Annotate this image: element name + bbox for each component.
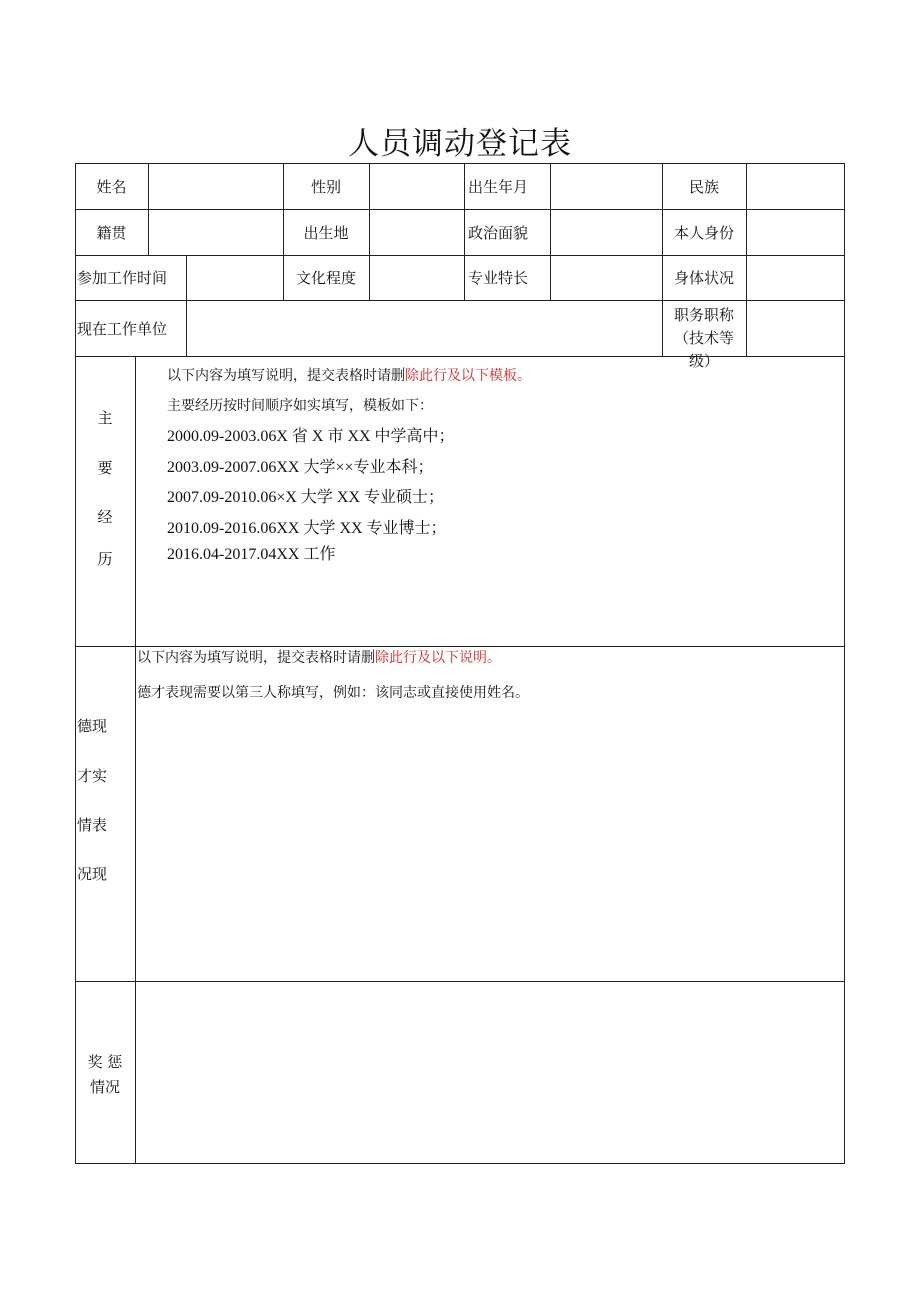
experience-intro: 主要经历按时间顺序如实填写，模板如下：	[167, 398, 433, 414]
col-divider	[464, 163, 465, 300]
experience-entry: 2016.04-2017.04XX 工作	[167, 546, 336, 563]
experience-label-char: 历	[97, 550, 113, 568]
experience-entry: 2003.09-2007.06XX 大学××专业本科；	[167, 459, 434, 476]
experience-note	[167, 367, 531, 385]
row-divider	[75, 981, 845, 982]
row-divider	[75, 255, 845, 256]
performance-label-line: 况现	[77, 865, 108, 883]
label-health: 身体状况	[673, 269, 734, 287]
performance-label-line: 情表	[77, 816, 108, 834]
label-education: 文化程度	[295, 269, 356, 287]
experience-label-char: 主	[97, 409, 113, 427]
col-divider	[186, 255, 187, 356]
row-divider	[75, 209, 845, 210]
row-divider	[75, 646, 845, 647]
table-border-left	[75, 163, 76, 1164]
experience-label-char: 要	[97, 459, 113, 477]
col-divider	[135, 356, 136, 1164]
rewards-label-line2: 情况	[89, 1078, 120, 1096]
performance-note	[137, 649, 501, 667]
label-title-line2: （技术等	[673, 329, 734, 347]
experience-label-char: 经	[97, 508, 113, 526]
label-gender: 性别	[310, 178, 341, 196]
experience-entry: 2007.09-2010.06×X 大学 XX 专业硕士；	[167, 489, 445, 506]
col-divider	[148, 163, 149, 255]
table-border-bottom	[75, 1163, 845, 1164]
table-border-right	[844, 163, 845, 1164]
label-title-line1: 职务职称	[673, 306, 734, 324]
performance-label-line: 德现	[77, 717, 108, 735]
performance-instruction: 德才表现需要以第三人称填写，例如：该同志或直接使用姓名。	[137, 685, 529, 701]
label-title-line3: 级）	[688, 352, 719, 370]
experience-entry: 2010.09-2016.06XX 大学 XX 专业博士；	[167, 520, 447, 537]
col-divider	[369, 163, 370, 300]
page-title: 人员调动登记表	[348, 126, 572, 162]
note-text: 以下内容为填写说明，提交表格时请删	[167, 368, 405, 384]
performance-label-line: 才实	[77, 767, 108, 785]
note-text-red: 除此行及以下说明。	[375, 650, 501, 666]
label-political-status: 政治面貌	[468, 224, 529, 242]
label-native-place: 籍贯	[96, 224, 127, 242]
label-work-start: 参加工作时间	[77, 269, 168, 287]
col-divider	[550, 163, 551, 300]
label-name: 姓名	[96, 178, 127, 196]
note-text: 以下内容为填写说明，提交表格时请删	[137, 650, 375, 666]
title-label-cell	[663, 301, 745, 370]
label-ethnicity: 民族	[688, 178, 719, 196]
label-specialty: 专业特长	[468, 269, 529, 287]
label-birthplace: 出生地	[303, 224, 349, 242]
label-birth-date: 出生年月	[468, 178, 529, 196]
table-border-top	[75, 163, 845, 164]
experience-entry: 2000.09-2003.06X 省 X 市 XX 中学高中；	[167, 428, 455, 445]
note-text-red: 除此行及以下模板。	[405, 368, 531, 384]
label-identity: 本人身份	[673, 224, 734, 242]
col-divider	[746, 163, 747, 356]
label-current-unit: 现在工作单位	[77, 320, 168, 338]
rewards-label-line1: 奖 惩	[87, 1053, 123, 1071]
